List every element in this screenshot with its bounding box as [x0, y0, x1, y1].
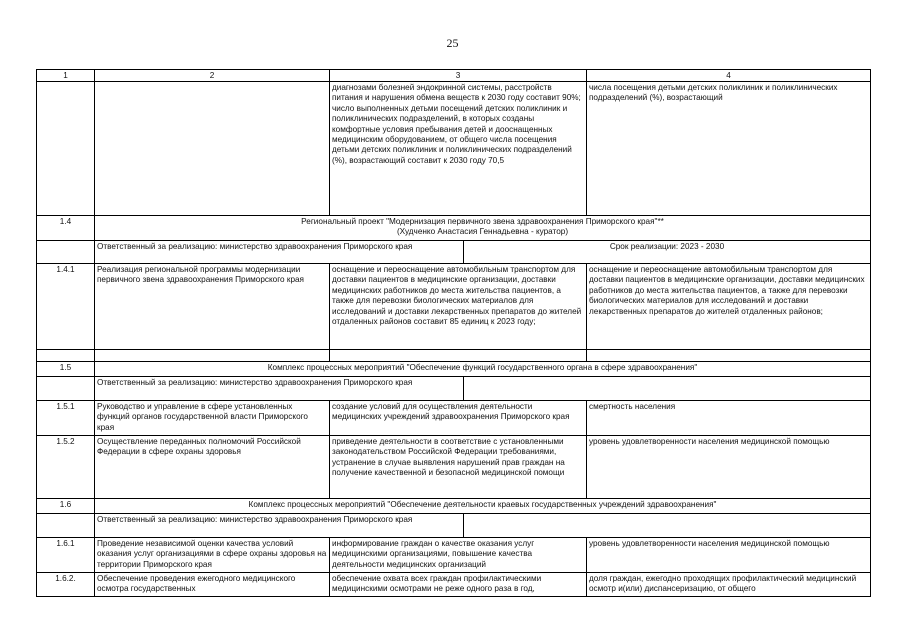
- row-number: 1.6.2.: [37, 573, 95, 597]
- responsible-cell: Ответственный за реализацию: министерство здравоохранения Приморского края: [95, 377, 464, 401]
- header-col-3: 3: [330, 70, 587, 82]
- indicator-cell: числа посещения детьми детских поликлиник и поликлинических подразделений (%), возрастающий: [587, 82, 871, 216]
- row-number: 1.5.1: [37, 401, 95, 436]
- row-number: 1.4.1: [37, 264, 95, 350]
- task-cell: Осуществление переданных полномочий Российской Федерации в сфере охраны здоровья: [95, 436, 330, 499]
- header-col-1: 1: [37, 70, 95, 82]
- indicator-cell: смертность населения: [587, 401, 871, 436]
- responsible-cell: Ответственный за реализацию: министерство здравоохранения Приморского края: [95, 241, 464, 264]
- table-header-row: [37, 70, 871, 82]
- project-curator: (Худченко Анастасия Геннадьевна - куратор): [396, 227, 569, 237]
- section-row-1-5: [37, 362, 871, 377]
- page-number: 25: [446, 36, 459, 50]
- responsible-cell: Ответственный за реализацию: министерство здравоохранения Приморского края: [95, 514, 464, 538]
- section-number: 1.6: [37, 499, 95, 514]
- deadline-cell: Срок реализации: 2023 - 2030: [464, 241, 871, 264]
- result-cell: оснащение и переоснащение автомобильным транспортом для доставки пациентов в медицинские организации, доставки медицинских работников до места жительства пациентов, а также для перевозки биологических материалов для исследований и доставки лекарственных препаратов до жителей отдаленных районов составит 85 единиц к 2023 году;: [330, 264, 587, 350]
- indicator-cell: оснащение и переоснащение автомобильным транспортом для доставки пациентов в медицинские организации, доставки медицинских работников до места жительства пациентов, а также для перевозки биологических материалов для исследований и доставки лекарственных препаратов до жителей отдаленных районов;: [587, 264, 871, 350]
- table-row-1-6-2: [37, 573, 871, 597]
- blank-row: [37, 350, 871, 362]
- result-cell: информирование граждан о качестве оказания услуг медицинскими организациями, повышение качества деятельности медицинских организаций: [330, 538, 587, 573]
- section-title: Комплекс процессных мероприятий "Обеспечение деятельности краевых государственных учреждений здравоохранения": [95, 499, 871, 514]
- result-cell: создание условий для осуществления деятельности медицинских учреждений здравоохранения Приморского края: [330, 401, 587, 436]
- table-row-continuation: [37, 82, 871, 216]
- result-cell: приведение деятельности в соответствие с установленными законодательством Российской Федерации требованиями, устранение в случае выявления нарушений прав граждан на получение качественной и безопасной медицинской помощи: [330, 436, 587, 499]
- task-cell: Проведение независимой оценки качества условий оказания услуг организациями в сфере охраны здоровья на территории Приморского края: [95, 538, 330, 573]
- table-row-1-4-1: [37, 264, 871, 350]
- table-row-1-5-1: [37, 401, 871, 436]
- responsible-row-1-5: [37, 377, 871, 401]
- responsible-row-1-4: [37, 241, 871, 264]
- indicator-cell: уровень удовлетворенности населения медицинской помощью: [587, 538, 871, 573]
- responsible-row-1-6: [37, 514, 871, 538]
- header-col-4: 4: [587, 70, 871, 82]
- task-cell: Обеспечение проведения ежегодного медицинского осмотра государственных: [95, 573, 330, 597]
- indicator-cell: доля граждан, ежегодно проходящих профилактический медицинский осмотр и(или) диспансеризацию, от общего: [587, 573, 871, 597]
- section-title: Комплекс процессных мероприятий "Обеспечение функций государственного органа в сфере здравоохранения": [95, 362, 871, 377]
- row-number: 1.6.1: [37, 538, 95, 573]
- row-number: 1.5.2: [37, 436, 95, 499]
- project-title: Региональный проект "Модернизация первичного звена здравоохранения Приморского края"**: [301, 217, 664, 226]
- task-cell: Руководство и управление в сфере установленных функций органов государственной власти Приморского края: [95, 401, 330, 436]
- result-cell: диагнозами болезней эндокринной системы, расстройств питания и нарушения обмена веществ к 2030 году составит 90%; число выполненных детьми посещений детских поликлиник и поликлинических подразделений, в которых созданы комфортные условия пребывания детей и дооснащенных медицинским оборудованием, от общего числа посещения детьми детских поликлиник и поликлинических подразделений (%), возрастающий составит к 2030 году 70,5: [330, 82, 587, 216]
- table-row-1-6-1: [37, 538, 871, 573]
- section-number: 1.5: [37, 362, 95, 377]
- header-col-2: 2: [95, 70, 330, 82]
- section-number: 1.4: [37, 216, 95, 241]
- table-row-1-5-2: [37, 436, 871, 499]
- result-cell: обеспечение охвата всех граждан профилактическими медицинскими осмотрами не реже одного раза в год,: [330, 573, 587, 597]
- measures-table: [36, 69, 871, 597]
- section-row-1-4: [37, 216, 871, 241]
- indicator-cell: уровень удовлетворенности населения медицинской помощью: [587, 436, 871, 499]
- section-row-1-6: [37, 499, 871, 514]
- task-cell: Реализация региональной программы модернизации первичного звена здравоохранения Приморского края: [95, 264, 330, 350]
- section-title: [95, 216, 871, 241]
